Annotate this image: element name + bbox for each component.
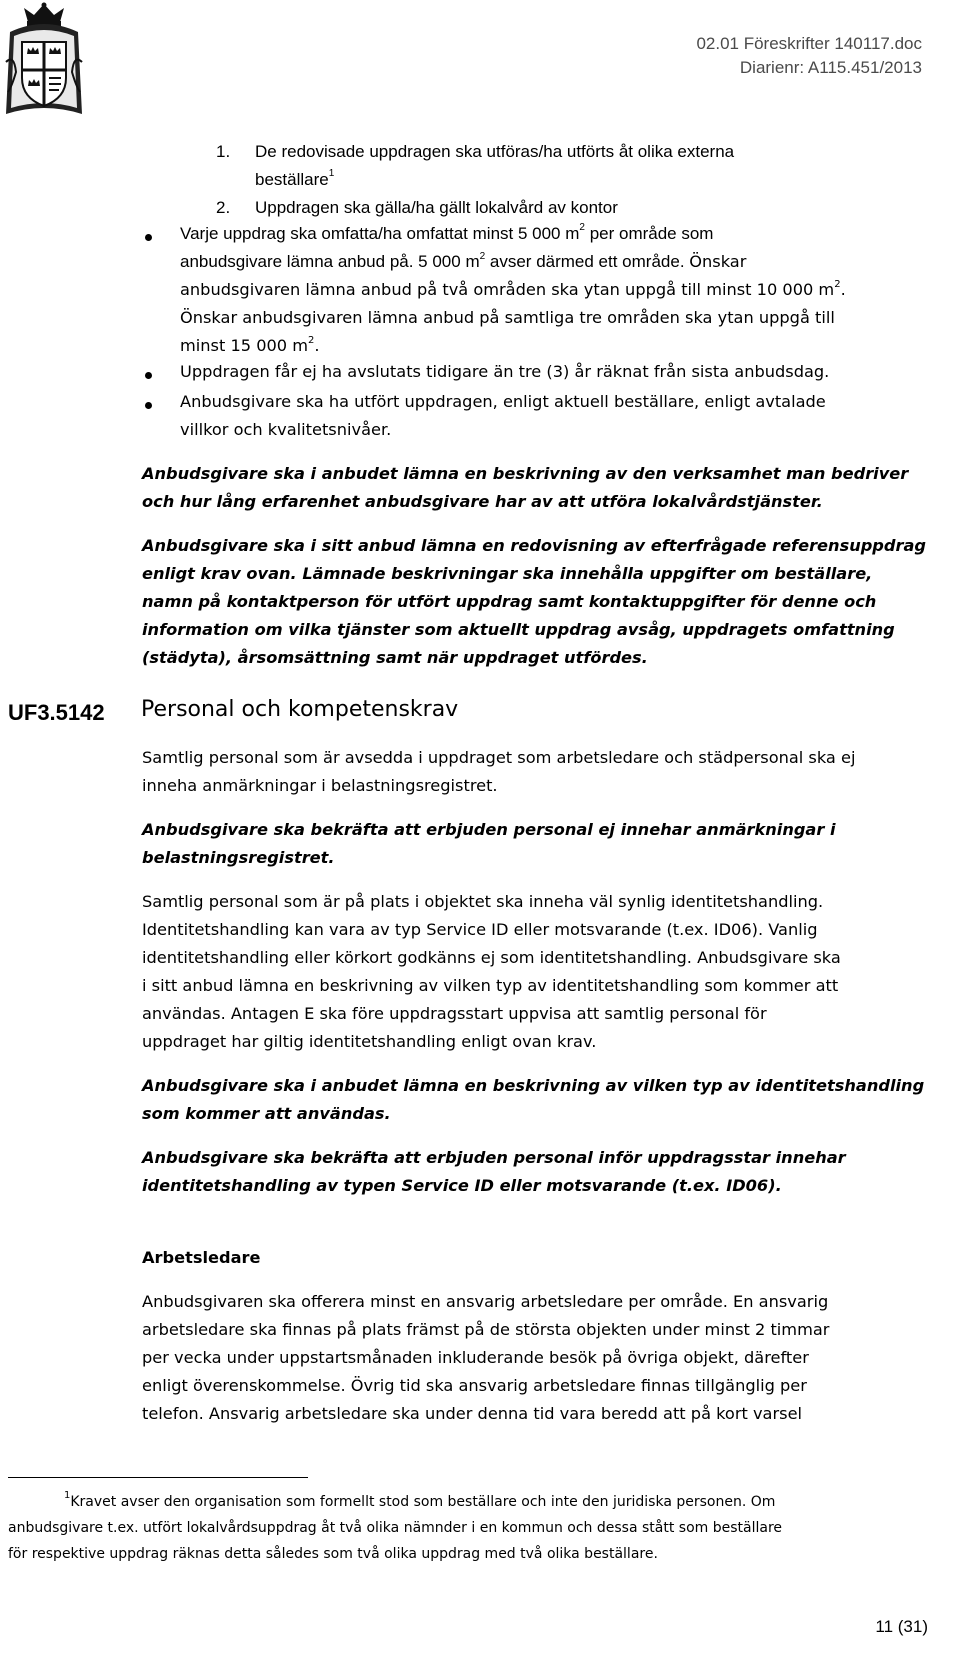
footnote-line: anbudsgivare t.ex. utfört lokalvårdsuppdrag åt två olika nämnder i en kommun och dessa stått som beställare: [8, 1520, 783, 1536]
document-header: [696, 32, 922, 80]
requirement-text: namn på kontaktperson för utfört uppdrag samt kontaktuppgifter för denne och: [142, 592, 877, 611]
paragraph-line: per vecka under uppstartsmånaden inkluderande besök på övriga objekt, därefter: [142, 1348, 809, 1367]
list-number: 1.: [216, 142, 231, 161]
list-item-text: Anbudsgivare ska ha utfört uppdragen, enligt aktuell beställare, enligt avtalade: [180, 392, 826, 411]
requirement-text: Anbudsgivare ska bekräfta att erbjuden personal inför uppdragsstar innehar: [142, 1148, 846, 1167]
list-item-text: beställare$^1$: [255, 168, 335, 189]
list-item-text: anbudsgivare lämna anbud på. 5 000 $m^2$ avser därmed ett område. Önskar: [180, 250, 747, 271]
list-item-text: Uppdragen får ej ha avslutats tidigare än tre (3) år räknat från sista anbudsdag.: [180, 362, 830, 381]
bullet-icon: [145, 402, 152, 409]
requirement-text: information om vilka tjänster som aktuellt uppdrag avsåg, uppdragets omfattning: [142, 620, 895, 639]
list-item-text: De redovisade uppdragen ska utföras/ha utförts åt olika externa: [255, 142, 735, 161]
list-item-text: Varje uppdrag ska omfatta/ha omfattat minst 5 000 $m^2$ per område som: [180, 222, 714, 243]
paragraph-line: Anbudsgivaren ska offerera minst en ansvarig arbetsledare per område. En ansvarig: [142, 1292, 829, 1311]
paragraph-line: i sitt anbud lämna en beskrivning av vilken typ av identitetshandling som kommer att: [142, 976, 839, 995]
bullet-icon: [145, 372, 152, 379]
section-code: UF3.5142: [8, 700, 105, 725]
list-item-text: minst 15 000 $m^2$.: [180, 334, 320, 355]
bullet-icon: [145, 234, 152, 241]
list-number: 2.: [216, 198, 231, 217]
paragraph-line: arbetsledare ska finnas på plats främst på de största objekten under minst 2 timmar: [142, 1320, 830, 1339]
document-diarienr: Diarienr: A115.451/2013: [739, 58, 922, 77]
subheading: Arbetsledare: [142, 1248, 261, 1267]
paragraph-line: användas. Antagen E ska före uppdragsstart uppvisa att samtlig personal för: [142, 1004, 767, 1023]
requirement-text: belastningsregistret.: [142, 848, 335, 867]
requirement-text: Anbudsgivare ska i sitt anbud lämna en redovisning av efterfrågade referensuppdrag: [142, 536, 926, 555]
paragraph-line: Samtlig personal som är på plats i objektet ska inneha väl synlig identitetshandling.: [142, 892, 824, 911]
requirement-text: Anbudsgivare ska i anbudet lämna en beskrivning av den verksamhet man bedriver: [142, 464, 909, 483]
paragraph-line: uppdraget har giltig identitetshandling enligt ovan krav.: [142, 1032, 597, 1051]
requirement-text: som kommer att användas.: [142, 1104, 391, 1123]
document-filename: 02.01 Föreskrifter 140117.doc: [696, 34, 922, 53]
paragraph-line: identitetshandling eller körkort godkänns ej som identitetshandling. Anbudsgivare ska: [142, 948, 841, 967]
list-item-text: Önskar anbudsgivaren lämna anbud på samtliga tre områden ska ytan uppgå till: [180, 308, 835, 327]
requirement-text: enligt krav ovan. Lämnade beskrivningar ska innehålla uppgifter om beställare,: [142, 564, 873, 583]
section-title: Personal och kompetenskrav: [141, 697, 459, 722]
requirement-text: Anbudsgivare ska bekräfta att erbjuden personal ej innehar anmärkningar i: [142, 820, 836, 839]
list-item-text: anbudsgivaren lämna anbud på två områden ska ytan uppgå till minst 10 000 $m^2$.: [180, 278, 846, 299]
paragraph-line: inneha anmärkningar i belastningsregistret.: [142, 776, 498, 795]
page-number: 11 (31): [875, 1617, 928, 1636]
paragraph-line: enligt överenskommelse. Övrig tid ska ansvarig arbetsledare finnas tillgänglig per: [142, 1376, 807, 1395]
paragraph-line: Samtlig personal som är avsedda i uppdraget som arbetsledare och städpersonal ska ej: [142, 748, 856, 767]
list-item-text: villkor och kvalitetsnivåer.: [180, 420, 392, 439]
requirement-text: (städyta), årsomsättning samt när uppdraget utfördes.: [142, 648, 648, 667]
footnote-line: $^1$Kravet avser den organisation som formellt stod som beställare och inte den juridiska personen. Om: [64, 1490, 776, 1510]
footnote-line: för respektive uppdrag räknas detta således som två olika uppdrag med två olika beställare.: [8, 1546, 658, 1562]
footnote-marker: 1: [64, 1490, 71, 1502]
paragraph-line: telefon. Ansvarig arbetsledare ska under denna tid vara beredd att på kort varsel: [142, 1404, 803, 1423]
requirement-text: Anbudsgivare ska i anbudet lämna en beskrivning av vilken typ av identitetshandling: [142, 1076, 925, 1095]
swedish-crown-emblem-icon: [2, 2, 86, 122]
requirement-text: och hur lång erfarenhet anbudsgivare har av att utföra lokalvårdstjänster.: [142, 492, 823, 511]
list-item-text: Uppdragen ska gälla/ha gällt lokalvård av kontor: [255, 198, 618, 217]
requirement-text: identitetshandling av typen Service ID eller motsvarande (t.ex. ID06).: [142, 1176, 782, 1195]
paragraph-line: Identitetshandling kan vara av typ Service ID eller motsvarande (t.ex. ID06). Vanlig: [142, 920, 818, 939]
footnote-divider: [8, 1477, 308, 1478]
footnote-reference: 1: [328, 168, 335, 180]
